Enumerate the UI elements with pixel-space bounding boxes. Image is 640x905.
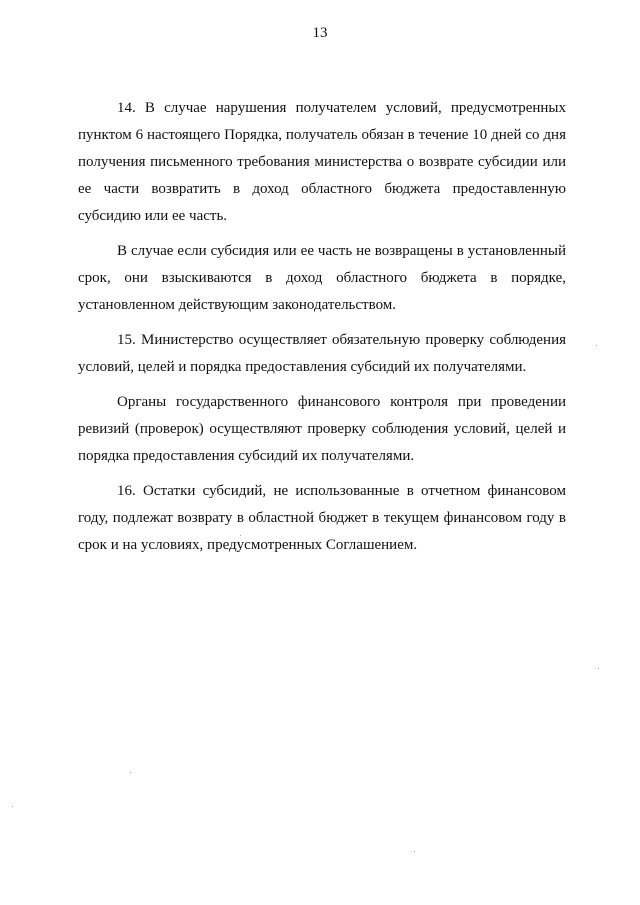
scan-speck (414, 851, 415, 852)
paragraph-16: 16. Остатки субсидий, не использованные в отчетном финансовом году, подлежат возврату в областной бюджет в текущем финансовом году в срок и на условиях, предусмотренных Соглашением. (78, 483, 566, 553)
paragraph-15-continued: Органы государственного финансового контроля при проведении ревизий (проверок) осуществляют проверку соблюдения условий, целей и порядка предоставления субсидий их получателями. (78, 394, 566, 464)
scan-speck (240, 535, 241, 536)
scan-speck (130, 772, 131, 773)
page-number: 13 (312, 25, 328, 41)
scan-speck (596, 345, 597, 346)
document-body (78, 95, 566, 567)
paragraph-14: 14. В случае нарушения получателем условий, предусмотренных пунктом 6 настоящего Порядка, получатель обязан в течение 10 дней со дня получения письменного требования министерства о возврате субсидии или ее части возвратить в доход областного бюджета предоставленную субсидию или ее часть. (78, 100, 566, 224)
scan-speck (598, 668, 599, 669)
scan-speck (12, 806, 13, 807)
paragraph-15: 15. Министерство осуществляет обязательную проверку соблюдения условий, целей и порядка предоставления субсидий их получателями. (78, 332, 566, 375)
paragraph-14-continued: В случае если субсидия или ее часть не возвращены в установленный срок, они взыскиваются в доход областного бюджета в порядке, установленном действующим законодательством. (78, 243, 566, 313)
